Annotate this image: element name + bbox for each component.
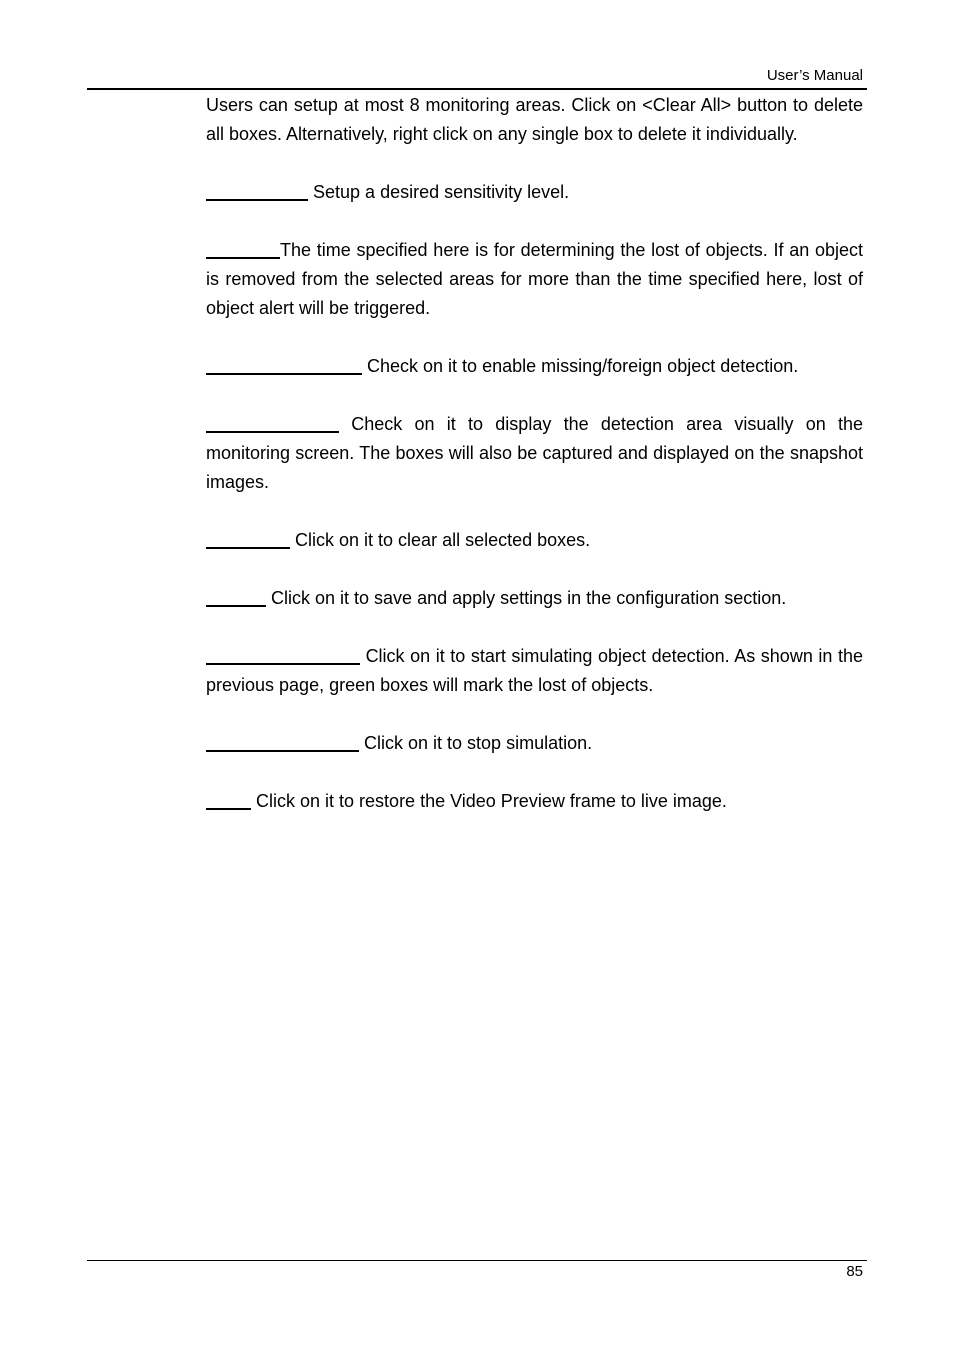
paragraph-stop-simulation — [206, 729, 863, 758]
term-placeholder — [206, 732, 359, 752]
term-placeholder — [206, 355, 362, 375]
term-placeholder — [206, 181, 308, 201]
paragraph-text: Click on it to clear all selected boxes. — [295, 530, 591, 550]
paragraph-sensitivity — [206, 178, 863, 207]
paragraph-start-simulation — [206, 642, 863, 700]
paragraph-text: Click on it to save and apply settings in the configuration section. — [271, 588, 787, 608]
paragraph-monitoring-areas — [206, 91, 863, 149]
paragraph-enable-detection — [206, 352, 863, 381]
page-number: 85 — [846, 1263, 863, 1280]
paragraph-display-area — [206, 410, 863, 497]
paragraph-time — [206, 236, 863, 323]
paragraph-text: Check on it to enable missing/foreign object detection. — [367, 356, 799, 376]
footer-rule — [87, 1260, 867, 1261]
manual-content — [206, 91, 863, 845]
paragraph-text: The time specified here is for determining the lost of objects. If an object is removed from the selected areas for more than the time specified here, lost of object alert will be triggered. — [206, 240, 863, 318]
term-placeholder — [206, 239, 280, 259]
term-placeholder — [206, 587, 266, 607]
header-rule — [87, 88, 867, 90]
term-placeholder — [206, 413, 339, 433]
running-header: User’s Manual — [766, 67, 863, 84]
term-placeholder — [206, 529, 290, 549]
paragraph-live — [206, 787, 863, 816]
paragraph-text: Check on it to display the detection area visually on the monitoring screen. The boxes will also be captured and displayed on the snapshot images. — [206, 414, 863, 492]
paragraph-apply — [206, 584, 863, 613]
paragraph-text: Setup a desired sensitivity level. — [313, 182, 570, 202]
paragraph-text: Users can setup at most 8 monitoring areas. Click on <Clear All> button to delete all boxes. Alternatively, right click on any single box to delete it individually. — [206, 95, 863, 144]
paragraph-text: Click on it to stop simulation. — [364, 733, 593, 753]
term-placeholder — [206, 645, 360, 665]
paragraph-text: Click on it to restore the Video Preview frame to live image. — [256, 791, 727, 811]
paragraph-clear-all — [206, 526, 863, 555]
paragraph-text: Click on it to start simulating object detection. As shown in the previous page, green boxes will mark the lost of objects. — [206, 646, 863, 695]
term-placeholder — [206, 790, 251, 810]
